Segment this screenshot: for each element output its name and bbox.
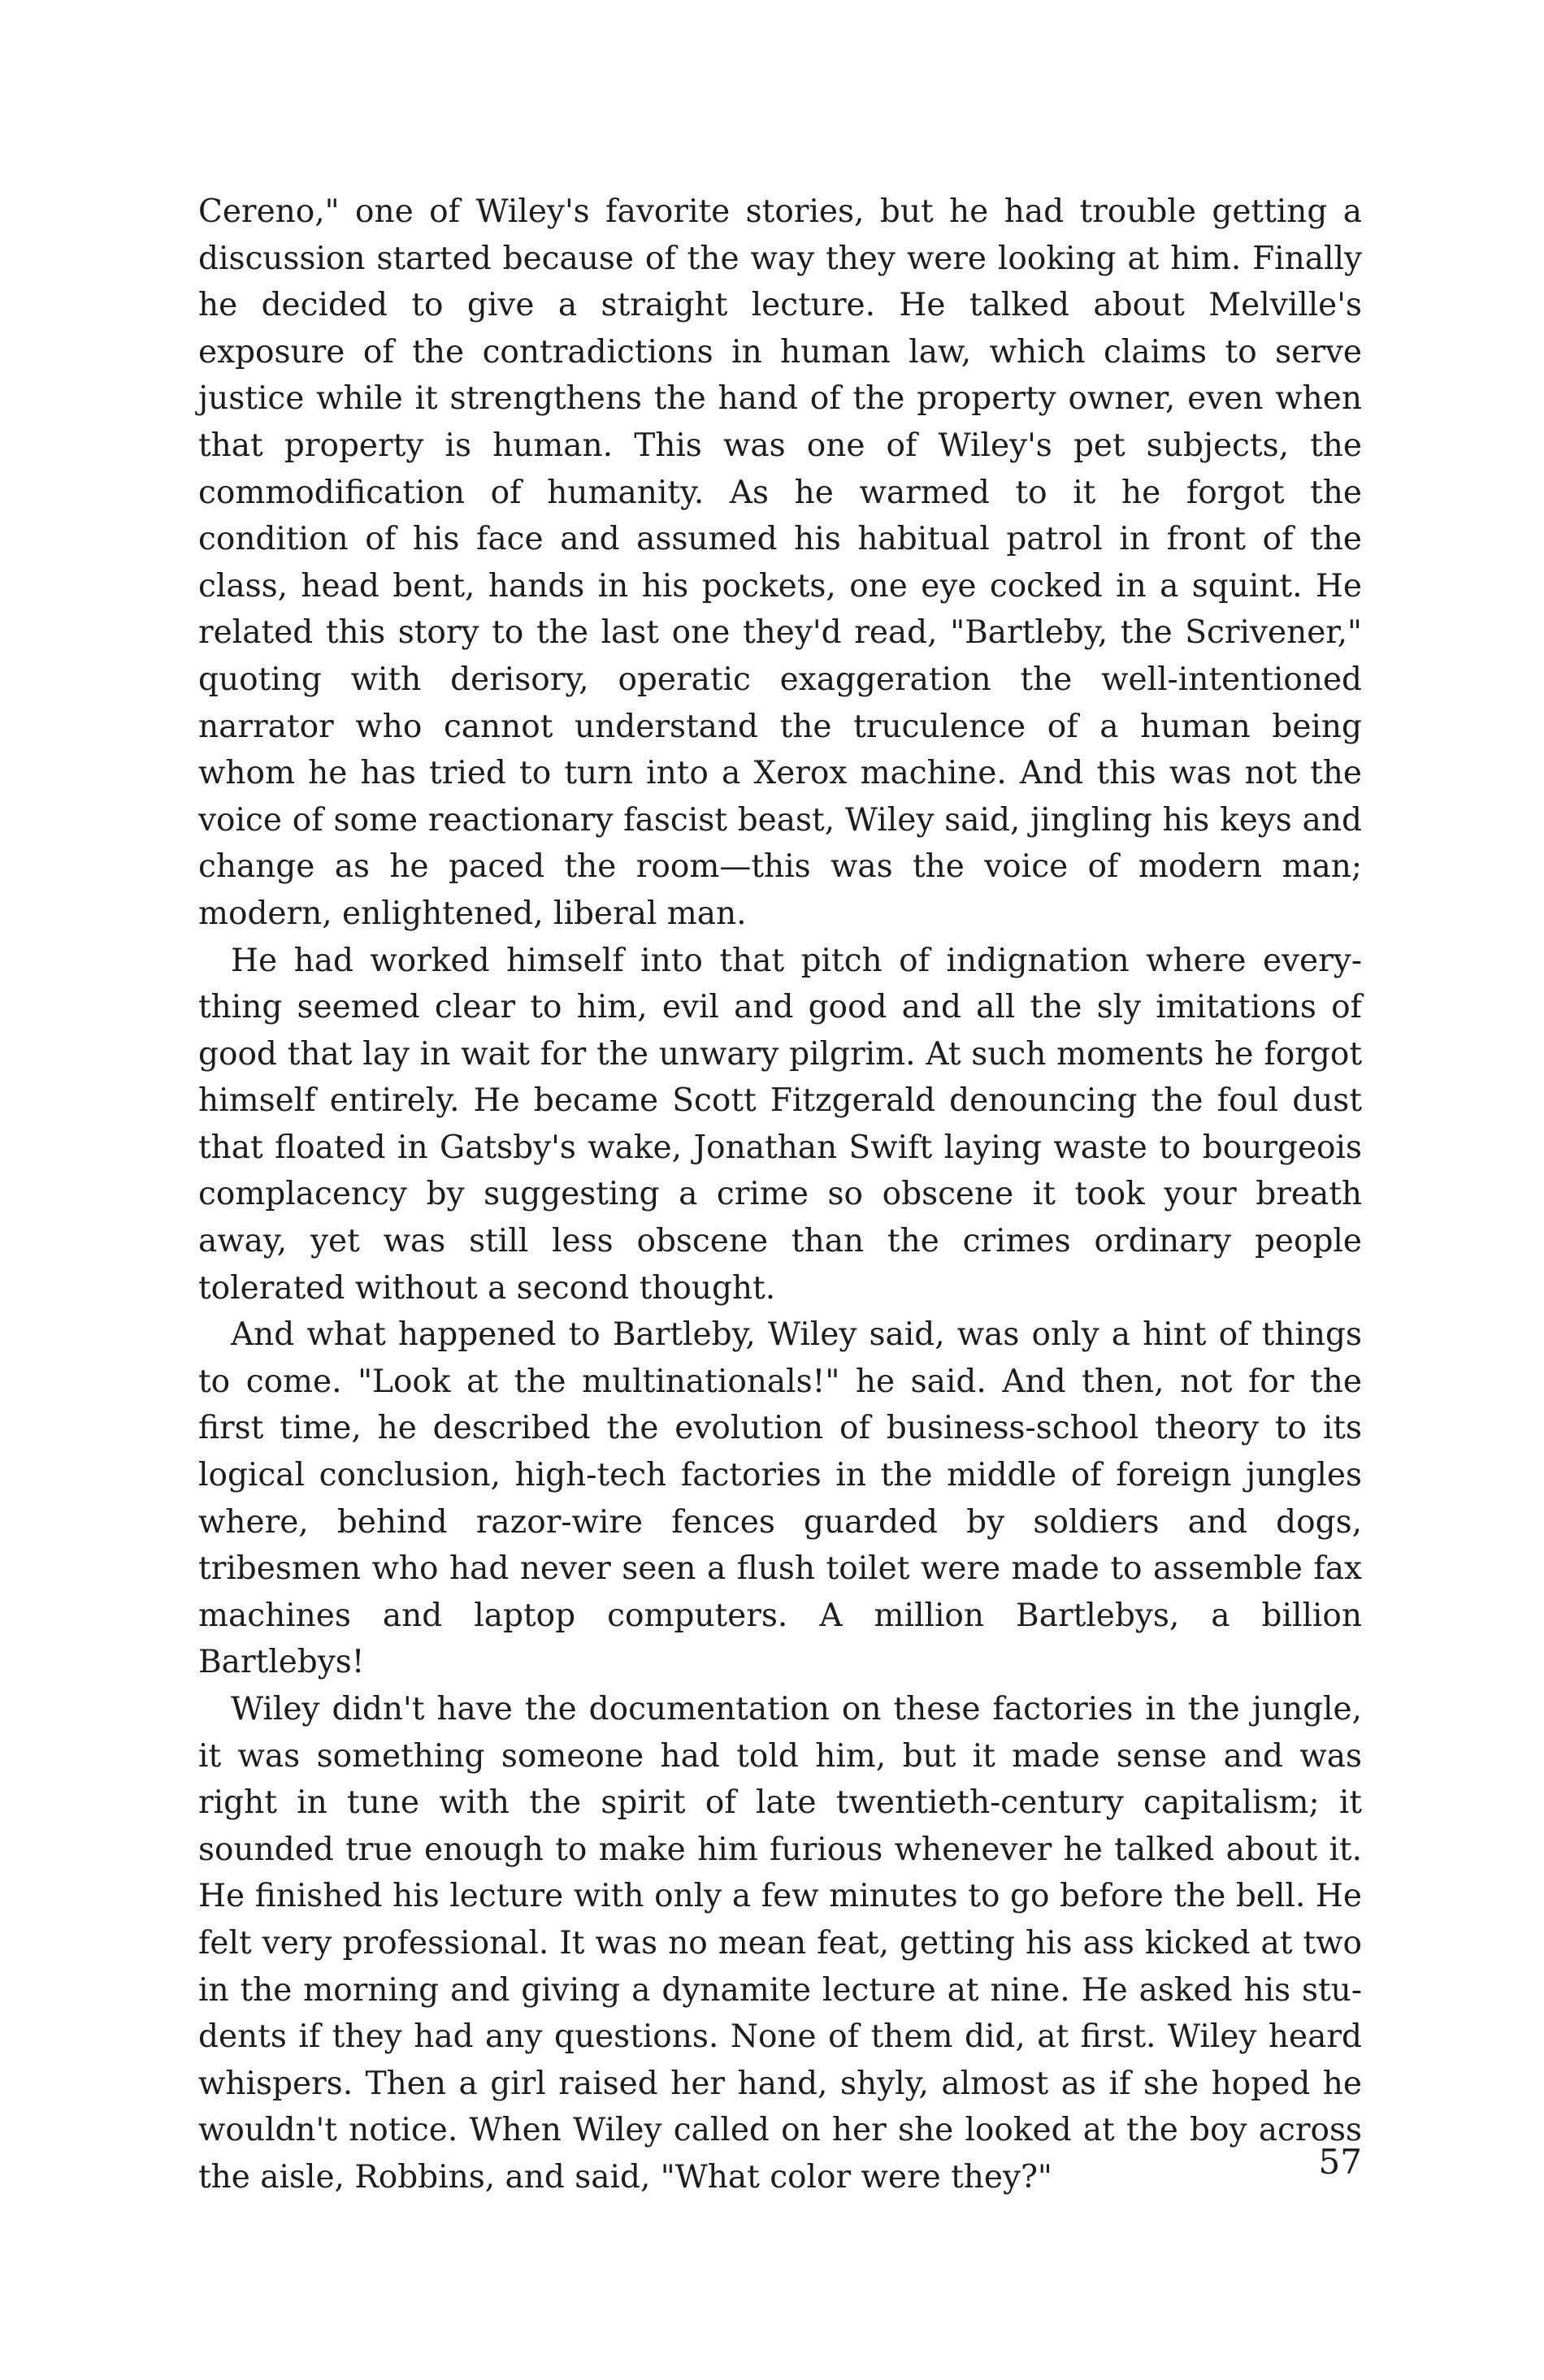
paragraph-1: Cereno," one of Wiley's favorite stories, but he had trouble getting a discussion started because of the way they were looking at him. Finally he decided to give a straight lecture. He talked about Melville's exposure of the contradictions in human law, which claims to serve justice while it strengthens the hand of the property owner, even when that property is human. This was one of Wiley's pet subjects, the commodification of humanity. As he warmed to it he forgot the condition of his face and assumed his habitual patrol in front of the class, head bent, hands in his pockets, one eye cocked in a squint. He related this story to the last one they'd read, "Bartleby, the Scrivener," quoting with derisory, operatic exaggeration the well-intentioned narrator who cannot understand the truculence of a human being whom he has tried to turn into a Xerox machine. And this was not the voice of some reactionary fascist beast, Wiley said, jingling his keys and change as he paced the room—this was the voice of modern man; modern, enlightened, liberal man. <box>198 193 1362 932</box>
body-text <box>198 189 1362 2201</box>
paragraph-4: Wiley didn't have the documentation on these factories in the jungle, it was something someone had told him, but it made sense and was right in tune with the spirit of late twentieth-century capitalism; it sounded true enough to make him furious whenever he talked about it. He finished his lecture with only a few minutes to go before the bell. He felt very professional. It was no mean feat, getting his ass kicked at two in the morning and giving a dynamite lecture at nine. He asked his students if they had any questions. None of them did, at first. Wiley heard whispers. Then a girl raised her hand, shyly, almost as if she hoped he wouldn't notice. When Wiley called on her she looked at the boy across the aisle, Robbins, and said, "What color were they?" <box>198 1691 1362 2196</box>
page-number: 57 <box>1318 2142 1362 2182</box>
paragraph-2: He had worked himself into that pitch of indignation where everything seemed clear to him, evil and good and all the sly imitations of good that lay in wait for the unwary pilgrim. At such moments he forgot himself entirely. He became Scott Fitzgerald denouncing the foul dust that floated in Gatsby's wake, Jonathan Swift laying waste to bourgeois complacency by suggesting a crime so obscene it took your breath away, yet was still less obscene than the crimes ordinary people tolerated without a second thought. <box>198 942 1362 1307</box>
paragraph-3: And what happened to Bartleby, Wiley said, was only a hint of things to come. "Look at the multinationals!" he said. And then, not for the first time, he described the evolution of business-school theory to its logical conclusion, high-tech factories in the middle of foreign jungles where, behind razor-wire fences guarded by soldiers and dogs, tribesmen who had never seen a flush toilet were made to assemble fax machines and laptop computers. A million Bartlebys, a billion Bartlebys! <box>198 1316 1362 1681</box>
